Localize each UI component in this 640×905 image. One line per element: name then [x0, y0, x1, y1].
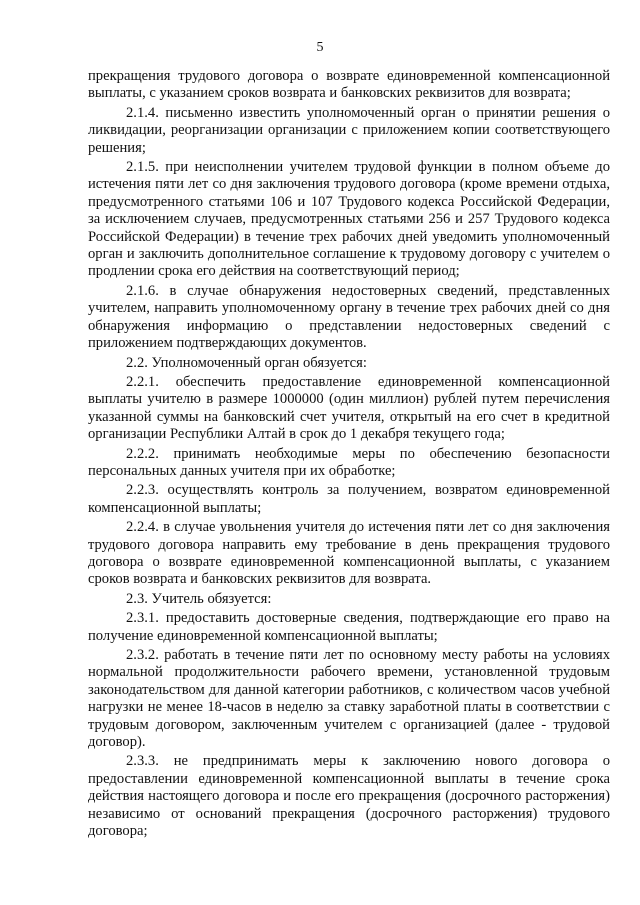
paragraph-2-1-5: 2.1.5. при неисполнении учителем трудовой функции в полном объеме до истечения пяти лет со дня заключения трудового договора (кроме времени отдыха, предусмотренного статьями 106 и 107 Трудового кодекса Российской Федерации, за исключением случаев, предусмотренных статьями 256 и 257 Трудового кодекса Российской Федерации) в течение трех рабочих дней уведомить уполномоченный орган и заключить дополнительное соглашение к трудовому договору с учителем о продлении срока его действия на соответствующий период;: [88, 159, 610, 280]
document-body: [88, 68, 610, 842]
paragraph-2-3-2: 2.3.2. работать в течение пяти лет по основному месту работы на условиях нормальной продолжительности рабочего времени, установленной трудовым законодательством для данной категории работников, с количеством часов учебной нагрузки не менее 18-часов в неделю за ставку заработной платы в соответствии с трудовым договором, заключенным учителем с организацией (далее - трудовой договор).: [88, 647, 610, 751]
paragraph-2-2-1: 2.2.1. обеспечить предоставление единовременной компенсационной выплаты учителю в размере 1000000 (один миллион) рублей путем перечисления указанной суммы на банковский счет учителя, открытый на его счет в кредитной организации Республики Алтай в срок до 1 декабря текущего года;: [88, 373, 610, 443]
paragraph-2-2-3: 2.2.3. осуществлять контроль за получением, возвратом единовременной компенсационной выплаты;: [88, 482, 610, 516]
section-heading-2-2: 2.2. Уполномоченный орган обязуется:: [126, 354, 367, 371]
paragraph-2-3-1: 2.3.1. предоставить достоверные сведения, подтверждающие его право на получение единовременной компенсационной выплаты;: [88, 610, 610, 644]
paragraph-2-2-2: 2.2.2. принимать необходимые меры по обеспечению безопасности персональных данных учителя при их обработке;: [88, 445, 610, 479]
page-number: 5: [316, 40, 324, 55]
paragraph-2-1-4: 2.1.4. письменно известить уполномоченный орган о принятии решения о ликвидации, реорганизации организации с приложением копии соответствующего решения;: [88, 104, 610, 156]
paragraph-2-2-4: 2.2.4. в случае увольнения учителя до истечения пяти лет со дня заключения трудового договора направить ему требование в день прекращения трудового договора о возврате единовременной компенсационной выплаты, с указанием сроков возврата и банковских реквизитов для возврата.: [88, 519, 610, 588]
paragraph-continuation: прекращения трудового договора о возврате единовременной компенсационной выплаты, с указанием сроков возврата и банковских реквизитов для возврата;: [88, 68, 610, 102]
paragraph-2-3-3: 2.3.3. не предпринимать меры к заключению нового договора о предоставлении единовременной компенсационной выплаты в течение срока действия настоящего договора и после его прекращения (досрочного расторжения) независимо от оснований прекращения (досрочного расторжения) трудового договора;: [88, 753, 610, 840]
section-heading-2-3: 2.3. Учитель обязуется:: [126, 590, 272, 607]
paragraph-2-1-6: 2.1.6. в случае обнаружения недостоверных сведений, представленных учителем, направить уполномоченному органу в течение трех рабочих дней со дня обнаружения информацию о представлении недостоверных сведений с приложением подтверждающих документов.: [88, 282, 610, 352]
